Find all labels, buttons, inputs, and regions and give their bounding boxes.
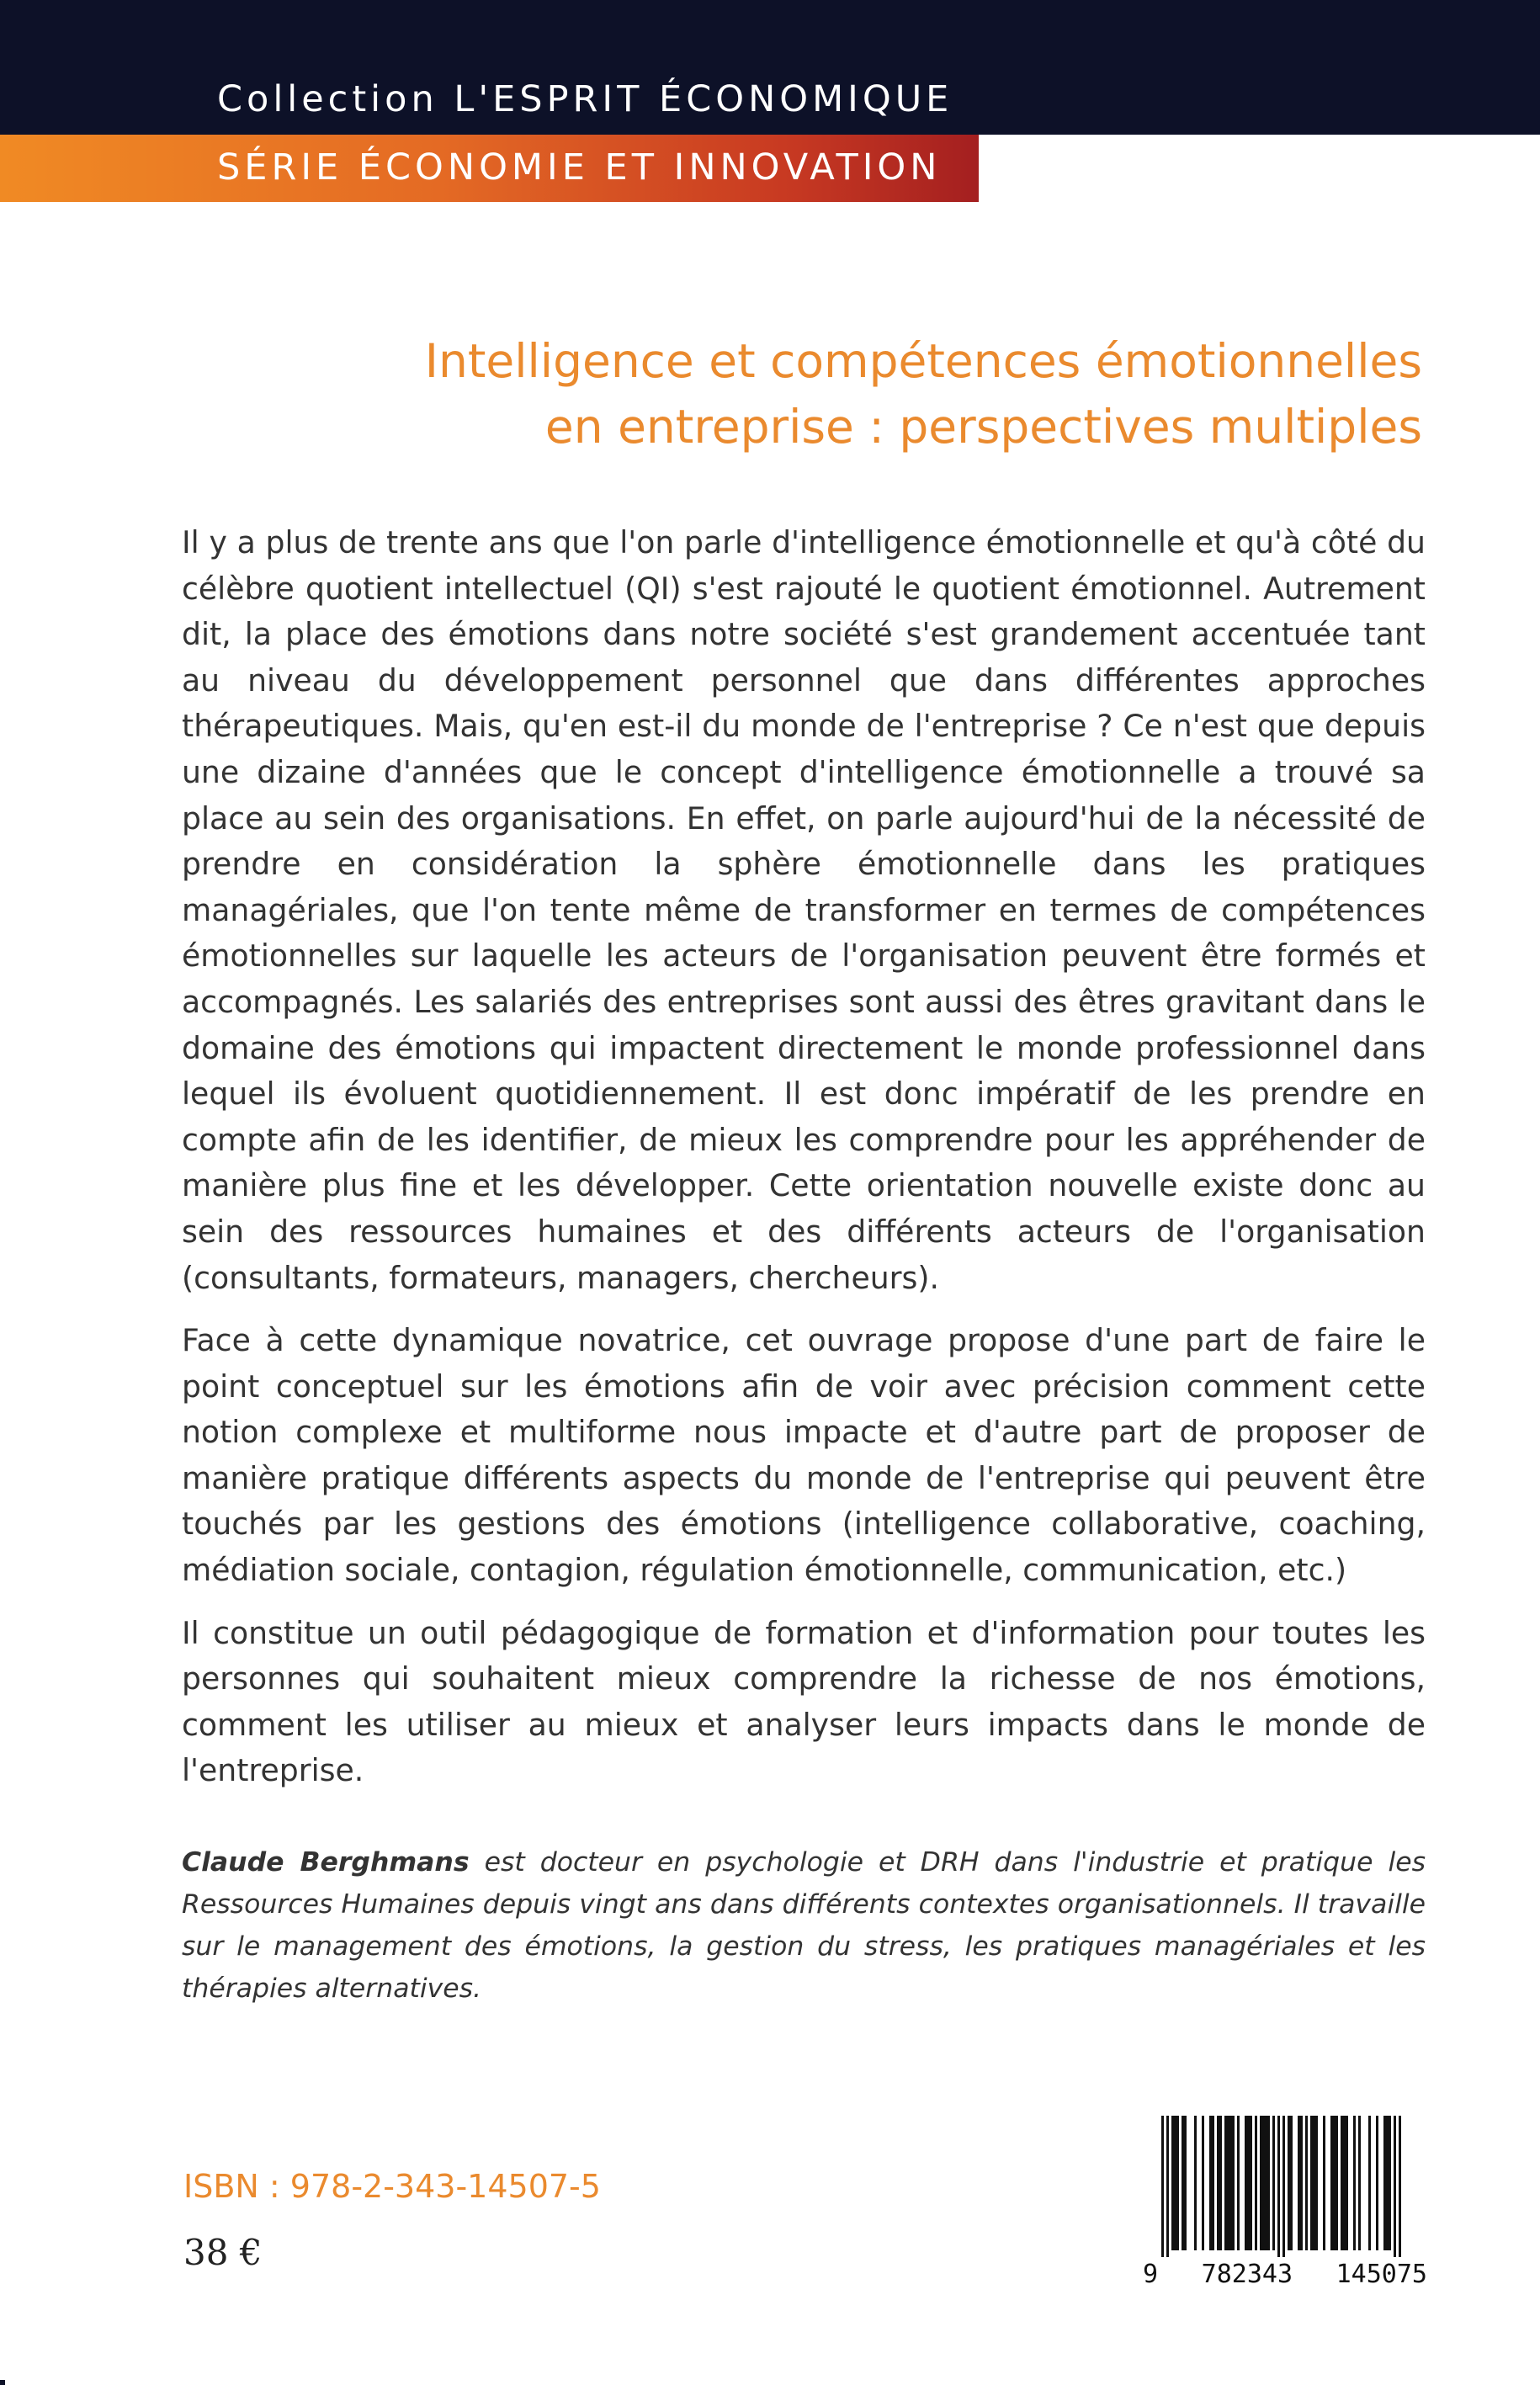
barcode-bar xyxy=(1272,2116,1275,2250)
barcode-bar xyxy=(1194,2116,1197,2250)
barcode-bar xyxy=(1250,2116,1252,2250)
barcode xyxy=(1141,2112,1429,2296)
barcode-bar xyxy=(1300,2116,1303,2250)
barcode-bar xyxy=(1368,2116,1371,2250)
barcode-bar xyxy=(1313,2116,1315,2250)
barcode-bar xyxy=(1282,2116,1285,2257)
barcode-bar xyxy=(1224,2116,1227,2250)
barcode-bar xyxy=(1247,2116,1250,2250)
summary-paragraph-1: Il y a plus de trente ans que l'on parle d'intelligence émotionnelle et qu'à côté du célèbre quotient intellectuel (QI) s'est rajouté le quotient émotionnel. Autrement dit, la place des émotions dans notre société s'est grandement accentuée tant au niveau du développement personnel que dans différentes approches thérapeutiques. Mais, qu'en est-il du monde de l'entreprise ? Ce n'est que depuis une dizaine d'années que le concept d'intelligence émotionnelle a trouvé sa place au sein des organisations. En effet, on parle aujourd'hui de la nécessité de prendre en considération la sphère émotionnelle dans les pratiques managériales, que l'on tente même de transformer en termes de compétences émotionnelles sur laquelle les acteurs de l'organisation peuvent être formés et accompagnés. Les salariés des entreprises sont aussi des êtres gravitant dans le domaine des émotions qui impactent directement le monde professionnel dans lequel ils évoluent quotidiennement. Il est donc impératif de les prendre en compte afin de les identifier, de mieux les comprendre pour les appréhender de manière plus fine et les développer. Cette orientation nouvelle existe donc au sein des ressources humaines et des différents acteurs de l'organisation (consultants, formateurs, managers, chercheurs). xyxy=(182,524,1426,1296)
barcode-bar xyxy=(1174,2116,1176,2250)
barcode-bar xyxy=(1277,2116,1280,2257)
barcode-bar xyxy=(1346,2116,1348,2250)
book-title-line-2: en entreprise : perspectives multiples xyxy=(544,400,1422,454)
summary-paragraph-3: Il constitue un outil pédagogique de formation et d'information pour toutes les personnes qui souhaitent mieux comprendre la richesse de nos émotions, comment les utiliser au mieux et analyser leurs impacts dans le monde de l'entreprise. xyxy=(182,1614,1426,1789)
author-name: Claude Berghmans xyxy=(182,1847,470,1878)
barcode-bars xyxy=(1141,2112,1429,2257)
barcode-bar xyxy=(1260,2116,1262,2250)
barcode-bar xyxy=(1315,2116,1318,2250)
barcode-bar xyxy=(1262,2116,1265,2250)
barcode-bar xyxy=(1288,2116,1290,2250)
barcode-digits-left: 782343 xyxy=(1201,2259,1293,2289)
barcode-bar xyxy=(1212,2116,1214,2250)
barcode-bar xyxy=(1245,2116,1247,2250)
barcode-bar xyxy=(1232,2116,1235,2250)
barcode-bar xyxy=(1202,2116,1204,2250)
barcode-bar xyxy=(1227,2116,1229,2250)
barcode-bar xyxy=(1394,2116,1396,2257)
barcode-bar xyxy=(1182,2116,1184,2250)
barcode-bar xyxy=(1323,2116,1325,2250)
barcode-bar xyxy=(1333,2116,1336,2250)
crop-mark xyxy=(0,2380,5,2385)
back-cover-summary xyxy=(182,520,1426,1811)
barcode-bar xyxy=(1267,2116,1270,2250)
barcode-bar xyxy=(1166,2116,1169,2257)
barcode-bar xyxy=(1229,2116,1232,2250)
barcode-bar xyxy=(1310,2116,1313,2250)
barcode-bar xyxy=(1353,2116,1356,2250)
barcode-bar xyxy=(1341,2116,1343,2250)
barcode-bar xyxy=(1298,2116,1300,2250)
barcode-bar xyxy=(1389,2116,1391,2250)
barcode-bar xyxy=(1358,2116,1361,2250)
barcode-bar xyxy=(1330,2116,1333,2250)
barcode-bar xyxy=(1290,2116,1293,2250)
barcode-bar xyxy=(1383,2116,1386,2250)
price: 38 € xyxy=(183,2232,263,2273)
barcode-digits-right: 145075 xyxy=(1336,2259,1427,2289)
book-title-line-1: Intelligence et compétences émotionnelles xyxy=(424,334,1422,388)
barcode-digits xyxy=(1141,2255,1429,2292)
barcode-bar xyxy=(1171,2116,1174,2250)
series-name: SÉRIE ÉCONOMIE ET INNOVATION xyxy=(217,146,942,189)
author-bio xyxy=(182,1841,1426,2010)
barcode-bar xyxy=(1161,2116,1164,2257)
barcode-bar xyxy=(1176,2116,1179,2250)
barcode-bar xyxy=(1184,2116,1187,2250)
barcode-bar xyxy=(1336,2116,1338,2250)
barcode-bar xyxy=(1343,2116,1346,2250)
barcode-bar xyxy=(1376,2116,1378,2250)
barcode-bar xyxy=(1219,2116,1222,2250)
barcode-bar xyxy=(1237,2116,1240,2250)
barcode-bar xyxy=(1255,2116,1257,2250)
barcode-bar xyxy=(1386,2116,1389,2250)
book-title xyxy=(219,328,1422,459)
author-bio-text: est docteur en psychologie et DRH dans l'industrie et pratique les Ressources Humaines depuis vingt ans dans différents contextes organisationnels. Il travaille sur le management des émotions, la gestion du stress, les pratiques managériales et les thérapies alternatives. xyxy=(182,1847,1426,2004)
barcode-bar xyxy=(1217,2116,1219,2250)
isbn: ISBN : 978-2-343-14507-5 xyxy=(183,2168,601,2205)
collection-name: Collection L'ESPRIT ÉCONOMIQUE xyxy=(217,78,953,120)
barcode-bar xyxy=(1209,2116,1212,2250)
summary-paragraph-2: Face à cette dynamique novatrice, cet ouvrage propose d'une part de faire le point conceptuel sur les émotions afin de voir avec précision comment cette notion complexe et multiforme nous impacte et d'autre part de proposer de manière pratique différents aspects du monde de l'entreprise qui peuvent être touchés par les gestions des émotions (intelligence collaborative, coaching, médiation sociale, contagion, régulation émotionnelle, communication, etc.) xyxy=(182,1322,1426,1589)
barcode-bar xyxy=(1399,2116,1401,2257)
barcode-bar xyxy=(1305,2116,1308,2250)
crop-mark xyxy=(0,0,5,5)
barcode-digit-lead: 9 xyxy=(1143,2259,1159,2289)
barcode-bar xyxy=(1265,2116,1267,2250)
